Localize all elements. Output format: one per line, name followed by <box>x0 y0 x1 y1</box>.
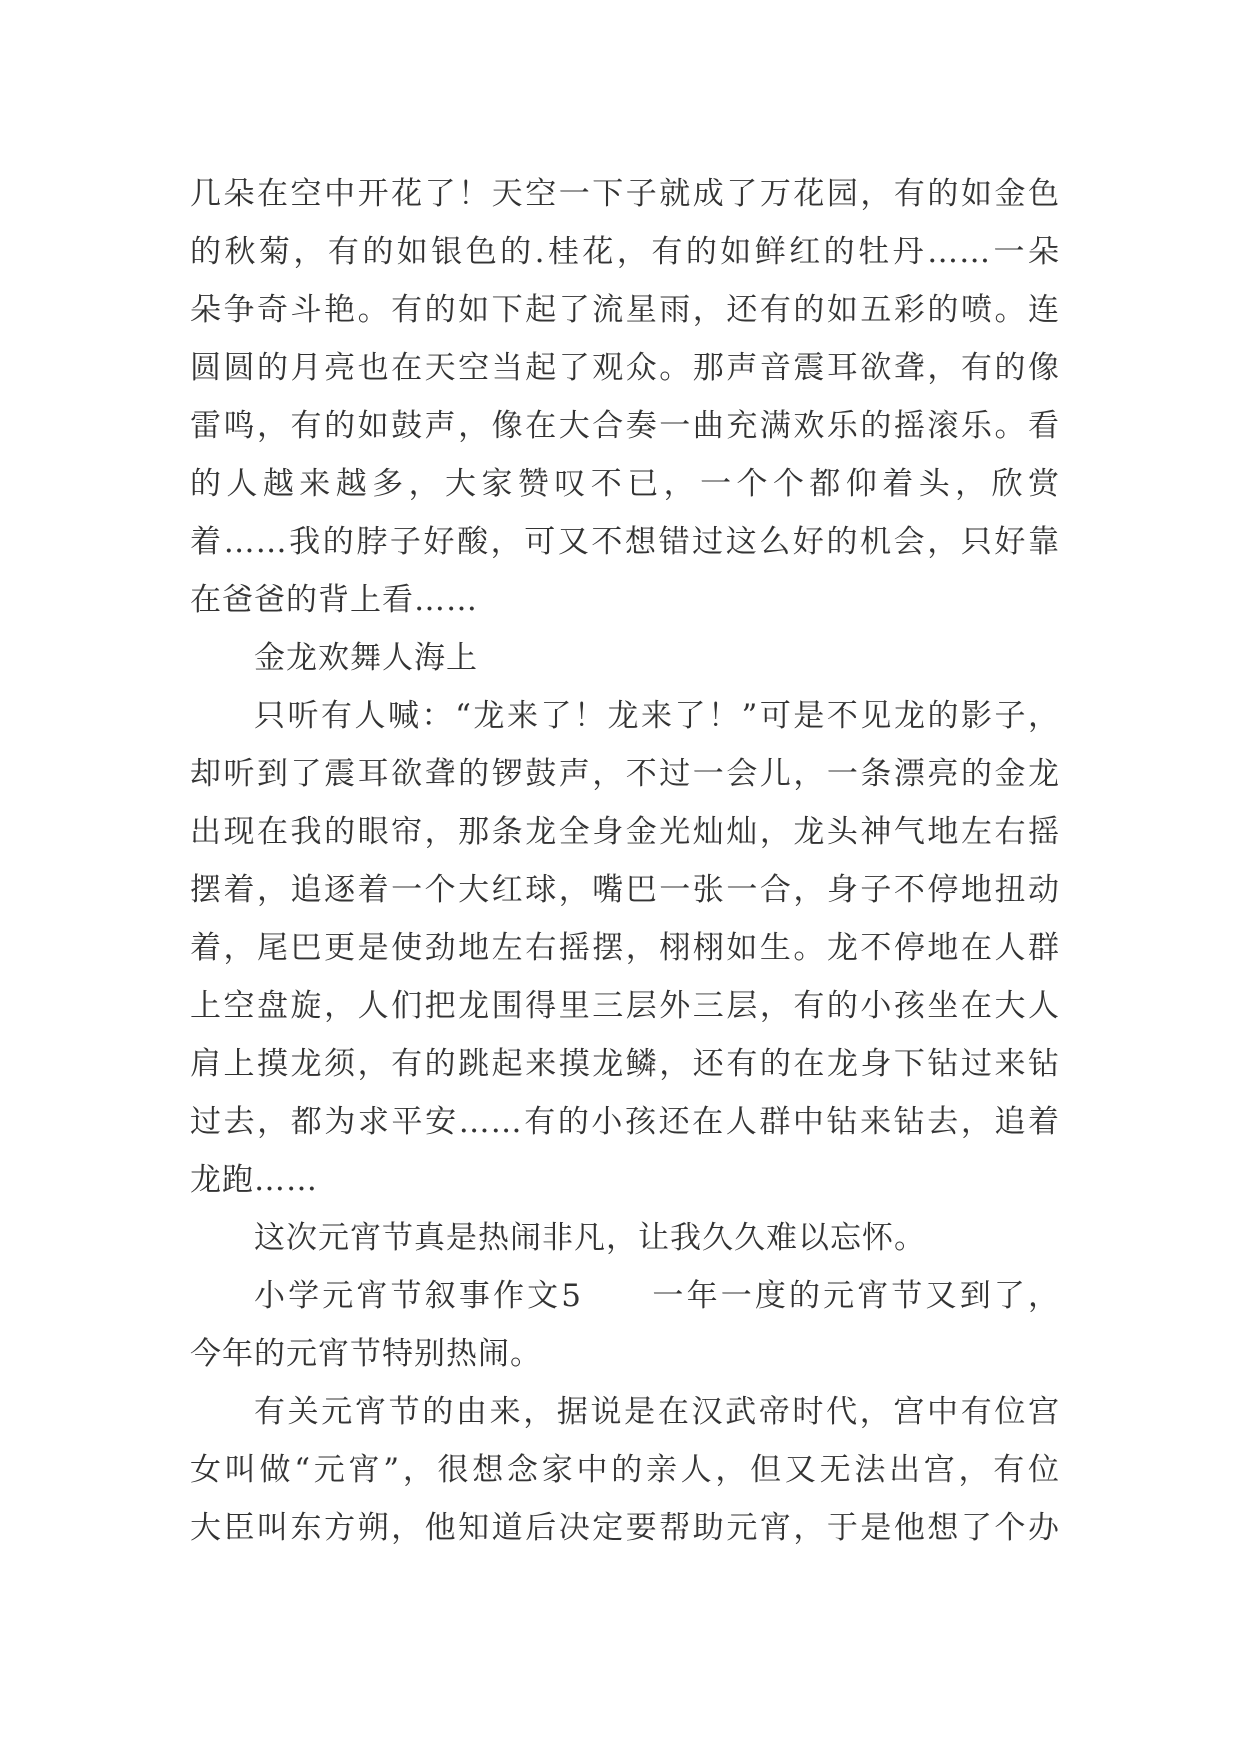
text-line: 的秋菊，有的如银色的.桂花，有的如鲜红的牡丹……一朵 <box>190 234 1060 270</box>
text-line: 只听有人喊：“龙来了！龙来了！”可是不见龙的影子， <box>254 698 1060 734</box>
text-line: 的人越来越多，大家赞叹不已，一个个都仰着头，欣赏 <box>190 466 1060 502</box>
text-line: 朵争奇斗艳。有的如下起了流星雨，还有的如五彩的喷。连 <box>190 292 1060 328</box>
text-line: 有关元宵节的由来，据说是在汉武帝时代，宫中有位宫 <box>254 1394 1060 1430</box>
text-line: 过去，都为求平安……有的小孩还在人群中钻来钻去，追着 <box>190 1104 1060 1140</box>
text-line: 圆圆的月亮也在天空当起了观众。那声音震耳欲聋，有的像 <box>190 350 1060 386</box>
text-line: 上空盘旋，人们把龙围得里三层外三层，有的小孩坐在大人 <box>190 988 1060 1024</box>
text-line: 大臣叫东方朔，他知道后决定要帮助元宵，于是他想了个办 <box>190 1510 1060 1546</box>
text-line: 金龙欢舞人海上 <box>254 640 478 676</box>
text-line: 肩上摸龙须，有的跳起来摸龙鳞，还有的在龙身下钻过来钻 <box>190 1046 1060 1082</box>
text-line: 这次元宵节真是热闹非凡，让我久久难以忘怀。 <box>254 1220 926 1256</box>
text-line: 今年的元宵节特别热闹。 <box>190 1336 542 1372</box>
text-line: 摆着，追逐着一个大红球，嘴巴一张一合，身子不停地扭动 <box>190 872 1060 908</box>
text-line: 出现在我的眼帘，那条龙全身金光灿灿，龙头神气地左右摇 <box>190 814 1060 850</box>
text-line: 着，尾巴更是使劲地左右摇摆，栩栩如生。龙不停地在人群 <box>190 930 1060 966</box>
text-line: 龙跑…… <box>190 1162 318 1198</box>
text-line: 着……我的脖子好酸，可又不想错过这么好的机会，只好靠 <box>190 524 1060 560</box>
text-line: 小学元宵节叙事作文5 一年一度的元宵节又到了， <box>254 1278 1060 1314</box>
text-line: 几朵在空中开花了！天空一下子就成了万花园，有的如金色 <box>190 176 1060 212</box>
body-text <box>190 165 1060 1557</box>
text-line: 女叫做“元宵”，很想念家中的亲人，但又无法出宫，有位 <box>190 1452 1060 1488</box>
text-line: 却听到了震耳欲聋的锣鼓声，不过一会儿，一条漂亮的金龙 <box>190 756 1060 792</box>
text-line: 在爸爸的背上看…… <box>190 582 478 618</box>
text-line: 雷鸣，有的如鼓声，像在大合奏一曲充满欢乐的摇滚乐。看 <box>190 408 1060 444</box>
